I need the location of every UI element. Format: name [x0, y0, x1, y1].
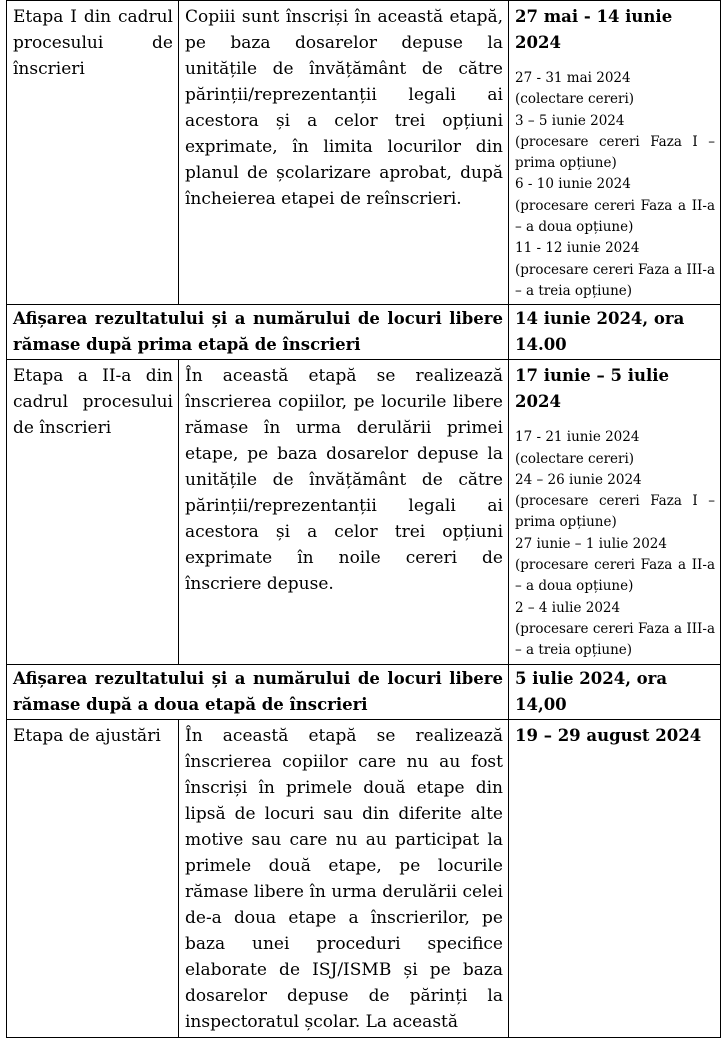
stage-period-cell [509, 719, 721, 1037]
period-title: 19 – 29 august 2024 [515, 725, 702, 745]
subperiod-dates: 2 – 4 iulie 2024 [515, 599, 621, 616]
period-title: 17 iunie – 5 iulie 2024 [515, 366, 669, 412]
result-announcement-cell: Afișarea rezultatului și a numărului de locuri libere rămase după prima etapă de înscrieri [7, 305, 509, 360]
stage-description-cell: În această etapă se realizează înscrierea copiilor, pe locurile libere rămase în urma derulării primei etape, pe baza dosarelor depuse la unitățile de învățământ de către părinții/reprezentanții legali ai acestora și a celor trei opțiuni exprimate în noile cereri de înscriere depuse. [179, 360, 509, 664]
table-row-result-1 [7, 305, 721, 360]
stage-description-cell: În această etapă se realizează înscrierea copiilor care nu au fost înscriși în primele două etape din lipsă de locuri sau din diferite alte motive sau care nu au participat la primele două etape, pe locurile rămase libere în urma derulării celei de-a doua etape a înscrierilor, pe baza unei proceduri specifice elaborate de ISJ/ISMB și pe baza dosarelor depuse de părinți la inspectoratul școlar. La această [179, 719, 509, 1037]
subperiod-note: (colectare cereri) [515, 91, 635, 108]
table-row-result-2 [7, 664, 721, 719]
subperiod-dates: 17 - 21 iunie 2024 [515, 429, 640, 446]
subperiod-list [515, 68, 715, 302]
subperiod-list [515, 427, 715, 661]
subperiod-note: (colectare cereri) [515, 450, 635, 467]
stage-name-cell: Etapa de ajustări [7, 719, 179, 1037]
stage-name-cell: Etapa a II-a din cadrul procesului de înscrieri [7, 360, 179, 664]
table-row-stage-2 [7, 360, 721, 664]
subperiod-note: (procesare cereri Faza a II-a – a doua opțiune) [515, 197, 715, 236]
period-title: 27 mai - 14 iunie 2024 [515, 7, 673, 52]
subperiod-note: (procesare cereri Faza a II-a – a doua opțiune) [515, 557, 715, 595]
subperiod-dates: 3 – 5 iunie 2024 [515, 112, 625, 129]
subperiod-note: (procesare cereri Faza I – prima opțiune) [515, 133, 715, 172]
table-row-adjustments [7, 719, 721, 1037]
stage-description-cell: Copiii sunt înscriși în această etapă, pe baza dosarelor depuse la unitățile de învățământ de către părinții/reprezentanții legali ai acestora și a celor trei opțiuni exprimate, în limita locurilor din planul de școlarizare aprobat, după încheierea etapei de reînscrieri. [179, 1, 509, 305]
subperiod-note: (procesare cereri Faza I – prima opțiune) [515, 493, 715, 531]
result-announcement-cell: Afișarea rezultatului și a numărului de locuri libere rămase după a doua etapă de înscrieri [7, 664, 509, 719]
result-date-cell: 14 iunie 2024, ora 14.00 [509, 305, 721, 360]
subperiod-dates: 24 – 26 iunie 2024 [515, 471, 642, 488]
stage-period-cell [509, 360, 721, 664]
result-date-cell: 5 iulie 2024, ora 14,00 [509, 664, 721, 719]
enrollment-schedule-table [6, 0, 721, 1038]
subperiod-dates: 6 - 10 iunie 2024 [515, 176, 631, 193]
subperiod-dates: 11 - 12 iunie 2024 [515, 240, 640, 257]
table-row-stage-1 [7, 1, 721, 305]
stage-period-cell [509, 1, 721, 305]
subperiod-dates: 27 iunie – 1 iulie 2024 [515, 535, 667, 552]
subperiod-note: (procesare cereri Faza a III-a – a treia opțiune) [515, 261, 715, 299]
subperiod-note: (procesare cereri Faza a III-a – a treia opțiune) [515, 620, 715, 659]
stage-name-cell: Etapa I din cadrul procesului de înscrieri [7, 1, 179, 305]
subperiod-dates: 27 - 31 mai 2024 [515, 70, 631, 86]
